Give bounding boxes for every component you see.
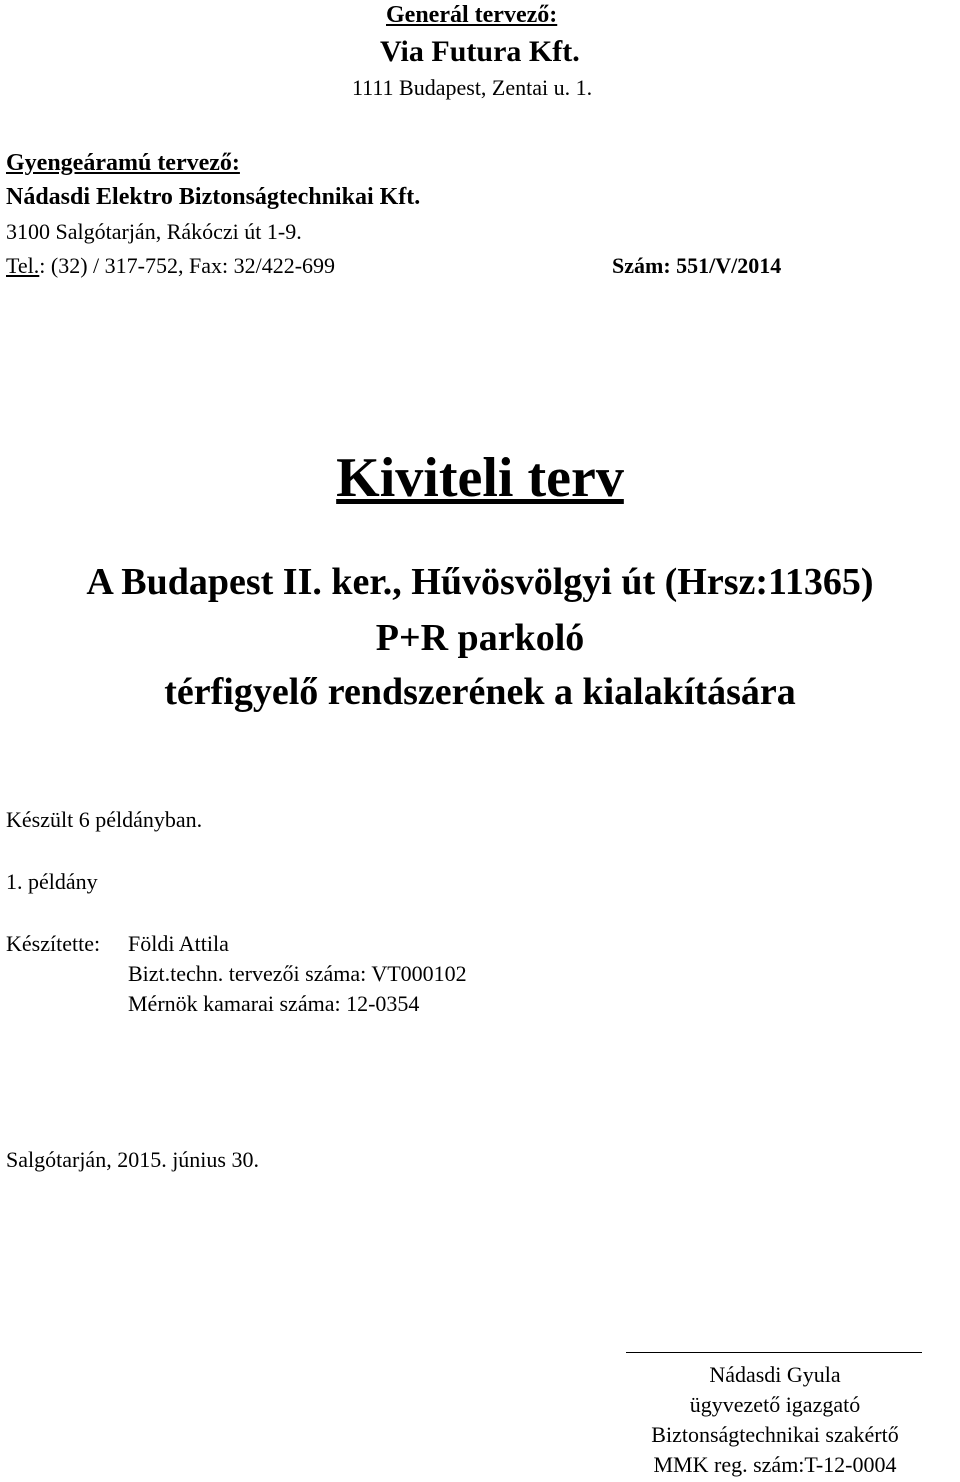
chamber-registration-number: Mérnök kamarai száma: 12-0354 bbox=[128, 991, 420, 1016]
general-designer-address: 1111 Budapest, Zentai u. 1. bbox=[352, 75, 593, 100]
low-current-designer-company: Nádasdi Elektro Biztonságtechnikai Kft. bbox=[6, 184, 421, 210]
low-current-designer-address: 3100 Salgótarján, Rákóczi út 1-9. bbox=[6, 219, 302, 244]
general-designer-company: Via Futura Kft. bbox=[380, 35, 580, 68]
prepared-by-name: Földi Attila bbox=[128, 931, 229, 956]
signatory-name: Nádasdi Gyula bbox=[709, 1362, 841, 1387]
low-current-designer-label: Gyengeáramú tervező: bbox=[6, 150, 240, 176]
prepared-by-label: Készítette: bbox=[6, 931, 101, 956]
place-date: Salgótarján, 2015. június 30. bbox=[6, 1147, 259, 1172]
document-title: Kiviteli terv bbox=[336, 447, 624, 509]
subtitle-line-3: térfigyelő rendszerének a kialakítására bbox=[164, 671, 796, 713]
tel-label: Tel. bbox=[6, 253, 40, 278]
signatory-role: ügyvezető igazgató bbox=[689, 1392, 861, 1417]
designer-registration-number: Bizt.techn. tervezői száma: VT000102 bbox=[128, 961, 467, 986]
copies-note: Készült 6 példányban. bbox=[6, 807, 203, 832]
subtitle-line-2: P+R parkoló bbox=[375, 617, 585, 659]
document-number: Szám: 551/V/2014 bbox=[612, 253, 782, 278]
contact-line bbox=[6, 252, 335, 280]
signatory-title: Biztonságtechnikai szakértő bbox=[651, 1422, 899, 1447]
copy-number: 1. példány bbox=[6, 869, 98, 894]
signatory-registration: MMK reg. szám:T-12-0004 bbox=[653, 1452, 897, 1477]
tel-fax: : (32) / 317-752, Fax: 32/422-699 bbox=[39, 253, 336, 278]
subtitle-line-1: A Budapest II. ker., Hűvösvölgyi út (Hrsz:11365) bbox=[86, 561, 874, 603]
signature-line bbox=[626, 1352, 922, 1353]
general-designer-label: Generál tervező: bbox=[386, 2, 558, 28]
